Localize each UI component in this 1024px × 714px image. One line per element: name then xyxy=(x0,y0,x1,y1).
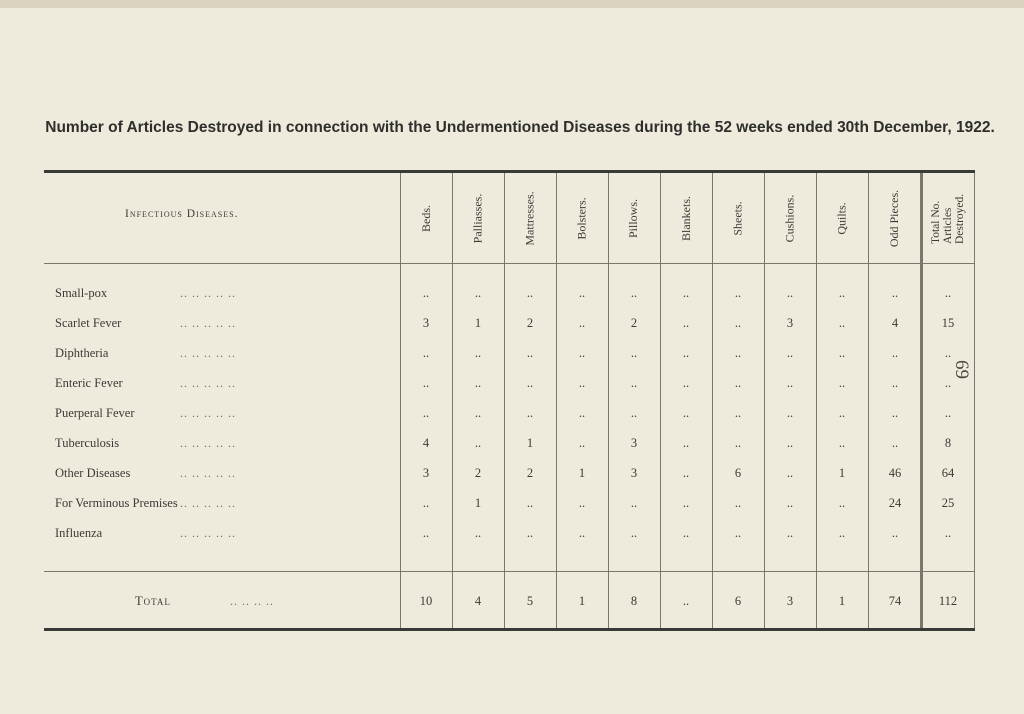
table-cell: .. xyxy=(578,346,586,360)
column-header-label: Palliasses. xyxy=(470,193,485,243)
table-cell: .. xyxy=(838,406,846,420)
table-cell: .. xyxy=(682,316,690,330)
table-cell: 3 xyxy=(422,466,430,480)
table-cell: .. xyxy=(891,376,899,390)
table-cell: .. xyxy=(734,436,742,450)
page-number: 69 xyxy=(951,360,972,379)
table-cell: 15 xyxy=(941,316,955,330)
table-cell: .. xyxy=(838,316,846,330)
table-cell: .. xyxy=(786,376,794,390)
table-cell: 8 xyxy=(944,436,952,450)
table-cell: .. xyxy=(838,526,846,540)
table-cell: .. xyxy=(630,496,638,510)
table-cell: .. xyxy=(474,436,482,450)
total-cell: 6 xyxy=(734,594,742,608)
table-cell: .. xyxy=(474,526,482,540)
table-cell: .. xyxy=(474,376,482,390)
table-cell: .. xyxy=(526,286,534,300)
table-cell: .. xyxy=(526,496,534,510)
leader-dots: .. .. .. .. .. xyxy=(180,286,236,300)
table-cell: .. xyxy=(838,376,846,390)
leader-dots: .. .. .. .. xyxy=(230,594,274,608)
table-cell: .. xyxy=(891,526,899,540)
table-cell: .. xyxy=(578,496,586,510)
table-cell: 4 xyxy=(422,436,430,450)
table-cell: .. xyxy=(734,286,742,300)
table-cell: .. xyxy=(786,466,794,480)
table-cell: .. xyxy=(682,436,690,450)
row-label: Puerperal Fever xyxy=(55,406,135,420)
table-cell: .. xyxy=(786,346,794,360)
page-top-edge xyxy=(0,0,1024,8)
table-cell: .. xyxy=(422,406,430,420)
table-cell: .. xyxy=(891,346,899,360)
column-header-label: Sheets. xyxy=(730,200,745,236)
total-cell: 4 xyxy=(474,594,482,608)
row-header-label: Infectious Diseases. xyxy=(125,208,239,220)
table-cell: .. xyxy=(944,406,952,420)
row-label: Tuberculosis xyxy=(55,436,120,450)
table-cell: .. xyxy=(682,346,690,360)
table-cell: .. xyxy=(786,436,794,450)
table-cell: 1 xyxy=(474,496,482,510)
column-header-label: Pillows. xyxy=(626,198,641,238)
table-cell: .. xyxy=(838,346,846,360)
table-cell: .. xyxy=(422,496,430,510)
table-cell: 2 xyxy=(526,466,534,480)
total-cell: 8 xyxy=(630,594,638,608)
table-cell: .. xyxy=(734,316,742,330)
table-cell: .. xyxy=(944,526,952,540)
table-cell: 2 xyxy=(474,466,482,480)
table-cell: 46 xyxy=(888,466,902,480)
table-cell: .. xyxy=(734,406,742,420)
leader-dots: .. .. .. .. .. xyxy=(180,436,236,450)
table-cell: .. xyxy=(682,376,690,390)
column-header-label: Blankets. xyxy=(678,195,693,241)
table-cell: 2 xyxy=(630,316,638,330)
table-cell: .. xyxy=(891,436,899,450)
column-header-label: Bolsters. xyxy=(574,196,589,240)
column-header-label: Quilts. xyxy=(834,201,849,235)
table-cell: 2 xyxy=(526,316,534,330)
column-header xyxy=(400,172,452,264)
table-cell: 3 xyxy=(630,466,638,480)
table-cell: .. xyxy=(891,406,899,420)
total-cell: 10 xyxy=(419,594,433,608)
table-cell: .. xyxy=(526,526,534,540)
table-cell: .. xyxy=(786,406,794,420)
column-divider-right xyxy=(974,173,975,628)
table-cell: 3 xyxy=(422,316,430,330)
table-cell: .. xyxy=(944,376,952,390)
table-cell: 1 xyxy=(838,466,846,480)
leader-dots: .. .. .. .. .. xyxy=(180,346,236,360)
table-cell: .. xyxy=(682,526,690,540)
table-cell: .. xyxy=(422,346,430,360)
table-cell: 4 xyxy=(891,316,899,330)
total-cell: 1 xyxy=(578,594,586,608)
total-cell: 74 xyxy=(888,594,902,608)
table-cell: 25 xyxy=(941,496,955,510)
row-label: Scarlet Fever xyxy=(55,316,122,330)
leader-dots: .. .. .. .. .. xyxy=(180,376,236,390)
total-cell: 5 xyxy=(526,594,534,608)
table-cell: 1 xyxy=(578,466,586,480)
table-cell: .. xyxy=(630,406,638,420)
table-cell: .. xyxy=(578,406,586,420)
table-cell: .. xyxy=(474,406,482,420)
table-cell: 3 xyxy=(786,316,794,330)
table-cell: 1 xyxy=(474,316,482,330)
table-cell: .. xyxy=(630,376,638,390)
table-cell: 6 xyxy=(734,466,742,480)
total-cell: 3 xyxy=(786,594,794,608)
table-cell: .. xyxy=(682,406,690,420)
column-header-label: Cushions. xyxy=(782,194,797,242)
column-header xyxy=(868,172,922,264)
table-cell: .. xyxy=(578,526,586,540)
leader-dots: .. .. .. .. .. xyxy=(180,496,236,510)
total-cell: .. xyxy=(682,594,690,608)
table-cell: .. xyxy=(422,286,430,300)
column-header-label: Total No. Articles Destroyed. xyxy=(930,193,966,244)
total-top-rule xyxy=(44,571,975,572)
table-cell: 64 xyxy=(941,466,955,480)
column-header xyxy=(504,172,556,264)
column-header xyxy=(922,172,974,264)
column-header xyxy=(816,172,868,264)
row-label: Small-pox xyxy=(55,286,108,300)
total-cell: 1 xyxy=(838,594,846,608)
table-cell: .. xyxy=(891,286,899,300)
table-bottom-rule xyxy=(44,628,975,631)
table-cell: .. xyxy=(630,346,638,360)
table-cell: .. xyxy=(682,496,690,510)
table-cell: .. xyxy=(786,526,794,540)
table-cell: .. xyxy=(682,466,690,480)
table-cell: .. xyxy=(578,376,586,390)
table-cell: .. xyxy=(526,346,534,360)
table-cell: .. xyxy=(422,526,430,540)
table-cell: .. xyxy=(578,286,586,300)
table-cell: .. xyxy=(630,286,638,300)
column-header xyxy=(556,172,608,264)
table-cell: .. xyxy=(838,436,846,450)
column-header-label: Beds. xyxy=(418,204,433,232)
table-cell: .. xyxy=(786,496,794,510)
table-cell: .. xyxy=(944,346,952,360)
table-cell: .. xyxy=(578,316,586,330)
table-cell: 1 xyxy=(526,436,534,450)
total-cell: 112 xyxy=(938,594,958,608)
table-cell: .. xyxy=(422,376,430,390)
table-cell: 3 xyxy=(630,436,638,450)
table-cell: .. xyxy=(838,286,846,300)
table-cell: .. xyxy=(838,496,846,510)
table-cell: .. xyxy=(734,526,742,540)
table-cell: .. xyxy=(682,286,690,300)
table-cell: .. xyxy=(630,526,638,540)
column-header xyxy=(452,172,504,264)
column-header-label: Odd Pieces. xyxy=(887,189,902,247)
leader-dots: .. .. .. .. .. xyxy=(180,466,236,480)
row-label: For Verminous Premises xyxy=(55,496,178,510)
row-label: Diphtheria xyxy=(55,346,109,360)
leader-dots: .. .. .. .. .. xyxy=(180,316,236,330)
table-cell: .. xyxy=(526,406,534,420)
table-cell: .. xyxy=(734,376,742,390)
table-cell: .. xyxy=(734,346,742,360)
leader-dots: .. .. .. .. .. xyxy=(180,406,236,420)
page-title: Number of Articles Destroyed in connection with the Undermentioned Diseases during the 52 weeks ended 30th December, 1922. xyxy=(45,119,995,136)
table-cell: .. xyxy=(734,496,742,510)
table-cell: 24 xyxy=(888,496,902,510)
table-cell: .. xyxy=(578,436,586,450)
column-header xyxy=(608,172,660,264)
column-header xyxy=(764,172,816,264)
column-header xyxy=(712,172,764,264)
total-label: Total xyxy=(135,594,171,608)
table-cell: .. xyxy=(786,286,794,300)
leader-dots: .. .. .. .. .. xyxy=(180,526,236,540)
row-label: Other Diseases xyxy=(55,466,131,480)
row-label: Enteric Fever xyxy=(55,376,123,390)
table-cell: .. xyxy=(474,346,482,360)
table-cell: .. xyxy=(526,376,534,390)
column-header-label: Mattresses. xyxy=(522,190,537,246)
table-cell: .. xyxy=(474,286,482,300)
row-label: Influenza xyxy=(55,526,103,540)
table-cell: .. xyxy=(944,286,952,300)
column-header xyxy=(660,172,712,264)
